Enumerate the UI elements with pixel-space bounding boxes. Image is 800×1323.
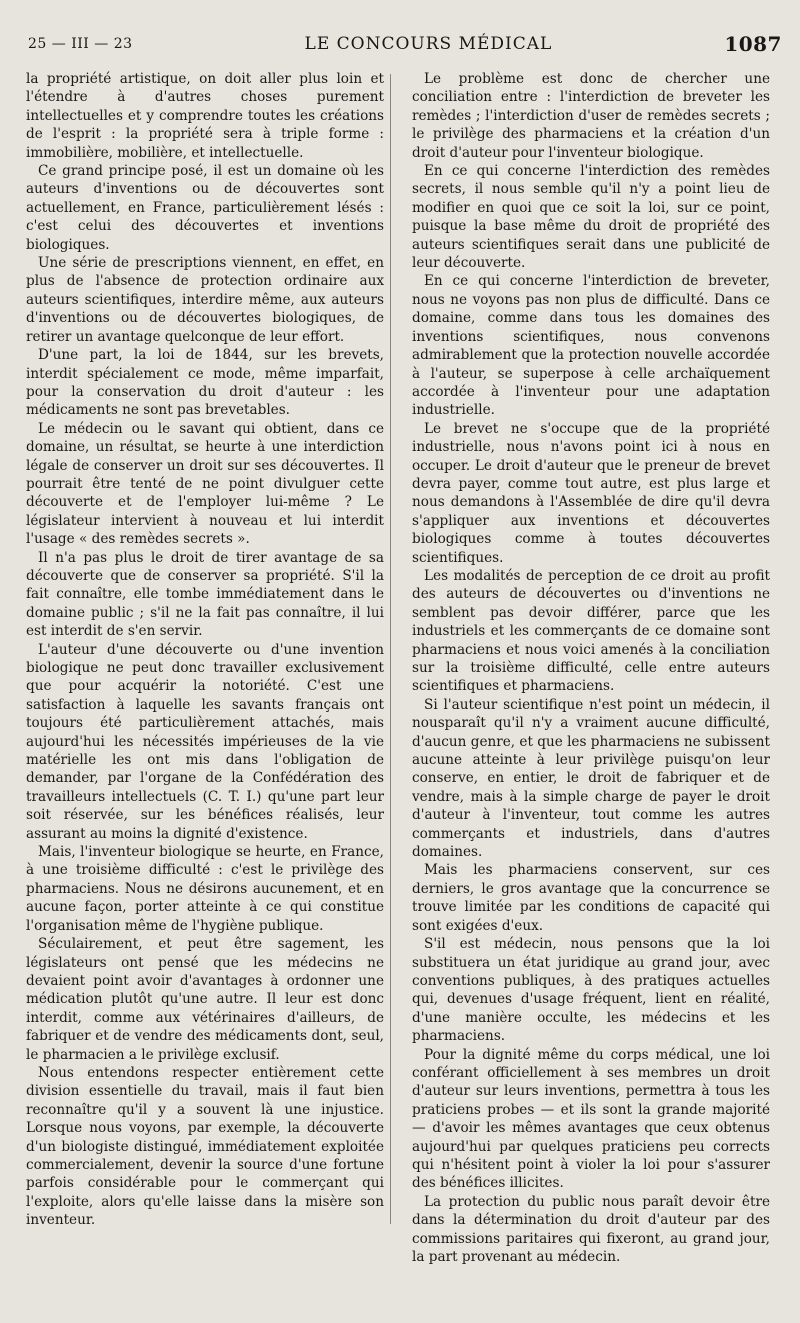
paragraph: la propriété artistique, on doit aller plus loin et l'étendre à d'autres choses purement intellectuelles et y comprendre toutes les créations de l'esprit : la propriété sera à triple forme : immobilière, mobilière, et intellectuelle. — [26, 71, 384, 161]
paragraph: La protection du public nous paraît devoir être dans la détermination du droit d'auteur par des commissions paritaires qui fixeront, au grand jour, la part provenant au médecin. — [412, 1193, 770, 1265]
page-number: 1087 — [724, 32, 782, 56]
journal-title: LE CONCOURS MÉDICAL — [304, 34, 553, 54]
paragraph: Si l'auteur scientifique n'est point un médecin, il nousparaît qu'il n'y a vraiment aucune difficulté, d'aucun genre, et que les pharmaciens ne subissent aucune atteinte à leur privilège puisqu'on leur conserve, en entier, le droit de fabriquer et de vendre, mais à la simple charge de payer le droit d'auteur à l'inventeur, tout comme les autres commerçants et industriels, dans d'autres domaines. — [412, 696, 770, 861]
paragraph: Il n'a pas plus le droit de tirer avantage de sa découverte que de conserver sa propriété. S'il la fait connaître, elle tombe immédiatement dans le domaine public ; s'il ne la fait pas connaître, il lui est interdit de s'en servir. — [26, 549, 384, 640]
page-header — [28, 26, 782, 62]
paragraph: Les modalités de perception de ce droit au profit des auteurs de découvertes ou d'inventions ne semblent pas devoir différer, parce que les industriels et les commerçants de ce domaine sont pharmaciens et nous voici amenés à la conciliation sur la troisième difficulté, celle entre auteurs scientifiques et pharmaciens. — [412, 567, 770, 695]
paragraph: L'auteur d'une découverte ou d'une invention biologique ne peut donc travailler exclusivement que pour acquérir la notoriété. C'est une satisfaction à laquelle les savants français ont toujours été particulièrement attachés, mais aujourd'hui les nécessités impérieuses de la vie matérielle les ont mis dans l'obligation de demander, par l'organe de la Confédération des travailleurs intellectuels (C. T. I.) qu'une part leur soit réservée, sur les bénéfices réalisés, leur assurant au moins la dignité d'existence. — [26, 641, 384, 842]
left-column — [26, 70, 384, 1300]
paragraph: Mais les pharmaciens conservent, sur ces derniers, le gros avantage que la concurrence se trouve limitée par les conditions de capacité qui sont exigées d'eux. — [412, 862, 770, 934]
article-body — [26, 70, 770, 1300]
paragraph: Nous entendons respecter entièrement cette division essentielle du travail, mais il faut bien reconnaître qu'il y a souvent là une injustice. Lorsque nous voyons, par exemple, la découverte d'un biologiste distingué, immédiatement exploitée commercialement, devenir la source d'une fortune parfois considérable pour le commerçant qui l'exploite, alors qu'elle laisse dans la misère son inventeur. — [26, 1064, 384, 1229]
paragraph: Mais, l'inventeur biologique se heurte, en France, à une troisième difficulté : c'est le privilège des pharmaciens. Nous ne désirons aucunement, et en aucune façon, porter atteinte à ce qui constitue l'organisation même de l'hygiène publique. — [26, 844, 384, 934]
paragraph: Ce grand principe posé, il est un domaine où les auteurs d'inventions ou de découvertes sont actuellement, en France, particulièrement lésés : c'est celui des découvertes et inventions biologiques. — [26, 163, 384, 253]
paragraph: En ce qui concerne l'interdiction de breveter, nous ne voyons pas non plus de difficulté. Dans ce domaine, comme dans tous les domaines des inventions scientifiques, nous convenons admirablement que la protection nouvelle accordée à l'auteur, se superpose à celle archaïquement accordée à l'inventeur pour une adaptation industrielle. — [412, 273, 770, 419]
paragraph: D'une part, la loi de 1844, sur les brevets, interdit spécialement ce mode, même imparfait, pour la conservation du droit d'auteur : les médicaments ne sont pas brevetables. — [26, 347, 384, 419]
paragraph: Le brevet ne s'occupe que de la propriété industrielle, nous n'avons point ici à nous en occuper. Le droit d'auteur que le preneur de brevet devra payer, comme tout autre, est plus large et nous demandons à l'Assemblée de dire qu'il devra s'appliquer aux inventions et découvertes biologiques comme à toutes découvertes scientifiques. — [412, 420, 770, 566]
issue-date: 25 — III — 23 — [28, 36, 133, 52]
right-column — [412, 70, 770, 1300]
paragraph: En ce qui concerne l'interdiction des remèdes secrets, il nous semble qu'il n'y a point lieu de modifier en quoi que ce soit la loi, sur ce point, puisque la base même du droit de propriété des auteurs scientifiques serait dans une publicité de leur découverte. — [412, 163, 770, 272]
paragraph: Une série de prescriptions viennent, en effet, en plus de l'absence de protection ordinaire aux auteurs scientifiques, interdire même, aux auteurs d'inventions ou de découvertes biologiques, de retirer un avantage quelconque de leur effort. — [26, 255, 384, 345]
paragraph: Le médecin ou le savant qui obtient, dans ce domaine, un résultat, se heurte à une interdiction légale de conserver un droit sur ses découvertes. Il pourrait être tenté de ne point divulguer cette découverte et de l'employer lui-même ? Le législateur intervient à nouveau et lui interdit l'usage « des remèdes secrets ». — [26, 420, 384, 548]
paragraph: S'il est médecin, nous pensons que la loi substituera un état juridique au grand jour, avec conventions publiques, à des pratiques actuelles qui, devenues d'usage fréquent, lient en réalité, d'une manière occulte, les médecins et les pharmaciens. — [412, 936, 770, 1045]
paragraph: Séculairement, et peut être sagement, les législateurs ont pensé que les médecins ne devaient point avoir d'avantages à ordonner une médication plutôt qu'une autre. Il leur est donc interdit, comme aux vétérinaires d'ailleurs, de fabriquer et de vendre des médicaments dont, seul, le pharmacien a le privilège exclusif. — [26, 936, 384, 1063]
paragraph: Pour la dignité même du corps médical, une loi conférant officiellement à ses membres un droit d'auteur sur leurs inventions, permettra à tous les praticiens probes — et ils sont la grande majorité — d'avoir les mêmes avantages que ceux obtenus aujourd'hui par quelques praticiens peu corrects qui n'hésitent point à violer la loi pour s'assurer des bénéfices illicites. — [412, 1046, 770, 1192]
paragraph: Le problème est donc de chercher une conciliation entre : l'interdiction de breveter les remèdes ; l'interdiction d'user de remèdes secrets ; le privilège des pharmaciens et la création d'un droit d'auteur pour l'inventeur biologique. — [412, 71, 770, 161]
